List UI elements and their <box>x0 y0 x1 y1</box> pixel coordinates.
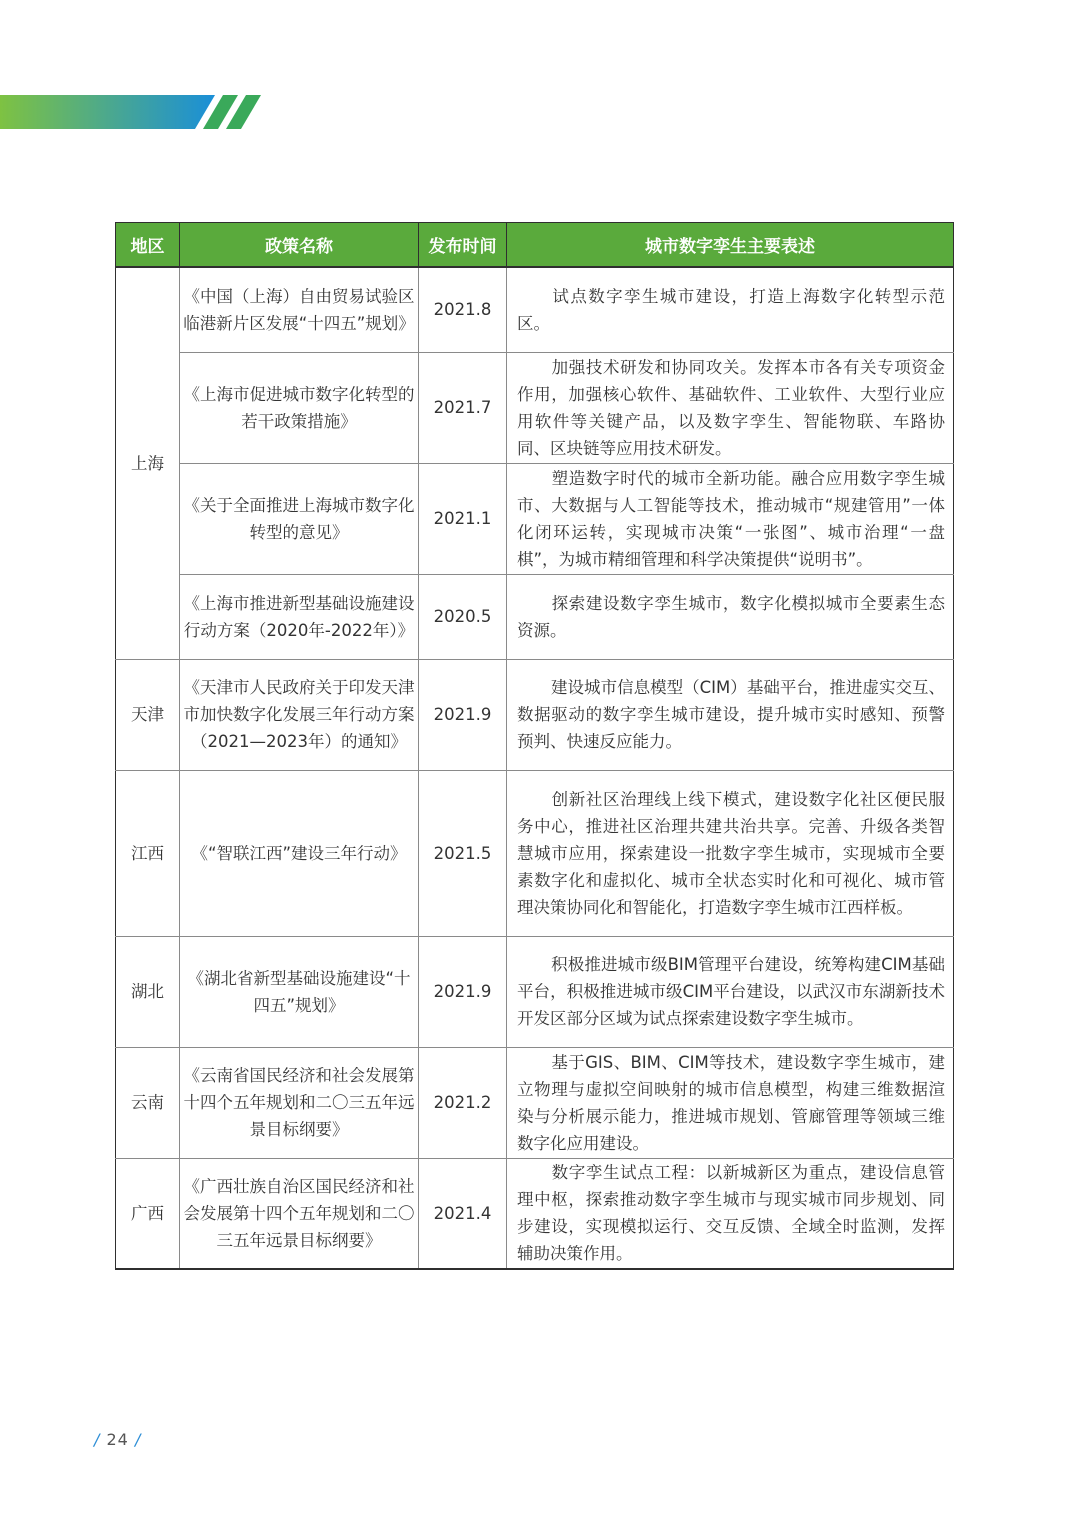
policy-name-cell: 《上海市促进城市数字化转型的若干政策措施》 <box>180 352 419 463</box>
date-cell: 2021.9 <box>419 659 507 770</box>
description-cell: 基于GIS、BIM、CIM等技术，建设数字孪生城市，建立物理与虚拟空间映射的城市信息模型，构建三维数据渲染与分析展示能力，推进城市规划、管廊管理等领域三维数字化应用建设。 <box>507 1047 954 1158</box>
date-cell: 2021.9 <box>419 936 507 1047</box>
table-row <box>116 1158 954 1269</box>
description-cell: 积极推进城市级BIM管理平台建设，统筹构建CIM基础平台，积极推进城市级CIM平台建设，以武汉市东湖新技术开发区部分区域为试点探索建设数字孪生城市。 <box>507 936 954 1047</box>
region-cell: 天津 <box>116 659 180 770</box>
date-cell: 2021.1 <box>419 463 507 574</box>
table-row <box>116 352 954 463</box>
region-cell: 江西 <box>116 770 180 936</box>
table-row <box>116 574 954 659</box>
date-cell: 2021.7 <box>419 352 507 463</box>
table-row <box>116 1047 954 1158</box>
table-header-row <box>116 223 954 268</box>
table-row <box>116 463 954 574</box>
description-cell: 建设城市信息模型（CIM）基础平台，推进虚实交互、数据驱动的数字孪生城市建设，提升城市实时感知、预警预判、快速反应能力。 <box>507 659 954 770</box>
policy-name-cell: 《关于全面推进上海城市数字化转型的意见》 <box>180 463 419 574</box>
description-cell: 试点数字孪生城市建设，打造上海数字化转型示范区。 <box>507 267 954 352</box>
policy-name-cell: 《天津市人民政府关于印发天津市加快数字化发展三年行动方案（2021—2023年）的通知》 <box>180 659 419 770</box>
policy-name-cell: 《中国（上海）自由贸易试验区临港新片区发展“十四五”规划》 <box>180 267 419 352</box>
header-release-date: 发布时间 <box>419 223 507 268</box>
region-cell: 湖北 <box>116 936 180 1047</box>
description-cell: 塑造数字时代的城市全新功能。融合应用数字孪生城市、大数据与人工智能等技术，推动城市“规建管用”一体化闭环运转，实现城市决策“一张图”、城市治理“一盘棋”，为城市精细管理和科学决策提供“说明书”。 <box>507 463 954 574</box>
description-cell: 创新社区治理线上线下模式，建设数字化社区便民服务中心，推进社区治理共建共治共享。完善、升级各类智慧城市应用，探索建设一批数字孪生城市，实现城市全要素数字化和虚拟化、城市全状态实时化和可视化、城市管理决策协同化和智能化，打造数字孪生城市江西样板。 <box>507 770 954 936</box>
date-cell: 2021.4 <box>419 1158 507 1269</box>
table-row <box>116 267 954 352</box>
page-slash-left: / <box>94 1430 101 1449</box>
date-cell: 2021.8 <box>419 267 507 352</box>
header-region: 地区 <box>116 223 180 268</box>
description-cell: 探索建设数字孪生城市，数字化模拟城市全要素生态资源。 <box>507 574 954 659</box>
date-cell: 2021.2 <box>419 1047 507 1158</box>
region-cell: 上海 <box>116 267 180 659</box>
page-number <box>94 1430 141 1449</box>
description-cell: 数字孪生试点工程：以新城新区为重点，建设信息管理中枢，探索推动数字孪生城市与现实城市同步规划、同步建设，实现模拟运行、交互反馈、全域全时监测，发挥辅助决策作用。 <box>507 1158 954 1269</box>
policy-name-cell: 《云南省国民经济和社会发展第十四个五年规划和二〇三五年远景目标纲要》 <box>180 1047 419 1158</box>
table-row <box>116 659 954 770</box>
region-cell: 广西 <box>116 1158 180 1269</box>
policy-name-cell: 《湖北省新型基础设施建设“十四五”规划》 <box>180 936 419 1047</box>
date-cell: 2020.5 <box>419 574 507 659</box>
policy-table <box>115 222 954 1270</box>
page-number-text: 24 <box>106 1430 129 1449</box>
page-slash-right: / <box>134 1430 142 1449</box>
policy-name-cell: 《“智联江西”建设三年行动》 <box>180 770 419 936</box>
header-description: 城市数字孪生主要表述 <box>507 223 954 268</box>
description-cell: 加强技术研发和协同攻关。发挥本市各有关专项资金作用，加强核心软件、基础软件、工业软件、大型行业应用软件等关键产品，以及数字孪生、智能物联、车路协同、区块链等应用技术研发。 <box>507 352 954 463</box>
policy-name-cell: 《上海市推进新型基础设施建设行动方案（2020年-2022年）》 <box>180 574 419 659</box>
policy-name-cell: 《广西壮族自治区国民经济和社会发展第十四个五年规划和二〇三五年远景目标纲要》 <box>180 1158 419 1269</box>
header-policy-name: 政策名称 <box>180 223 419 268</box>
gradient-bar <box>0 95 215 129</box>
region-cell: 云南 <box>116 1047 180 1158</box>
header-decoration-band <box>0 95 270 129</box>
table-row <box>116 936 954 1047</box>
date-cell: 2021.5 <box>419 770 507 936</box>
table-row <box>116 770 954 936</box>
